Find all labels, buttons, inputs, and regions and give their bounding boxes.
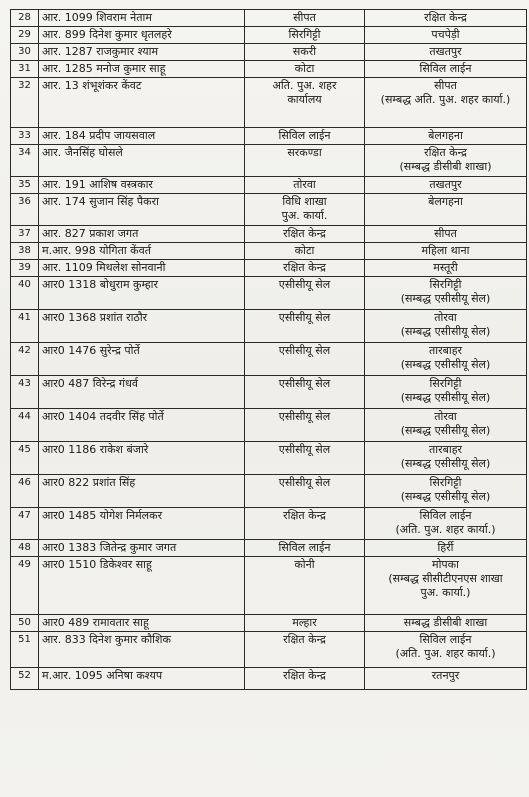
current-posting-line: रक्षित केन्द्र: [283, 669, 326, 682]
employee-name-cell: आर. 174 सुजान सिंह पैकरा: [39, 194, 245, 226]
new-posting-line: सिविल लाईन: [419, 633, 472, 646]
current-posting-cell: [245, 540, 365, 557]
current-posting-cell: [245, 260, 365, 277]
table-row: [11, 277, 527, 310]
employee-name-cell: आर. 827 प्रकाश जगत: [39, 226, 245, 243]
serial-number-cell: 35: [11, 177, 39, 194]
employee-name-cell: आर. 191 आशिष वस्त्रकार: [39, 177, 245, 194]
serial-number-cell: 33: [11, 128, 39, 145]
serial-number-cell: 47: [11, 508, 39, 540]
table-row: [11, 632, 527, 668]
current-posting-line: एसीसीयू सेल: [278, 311, 331, 324]
serial-number-cell: 50: [11, 615, 39, 632]
new-posting-cell: [365, 243, 527, 260]
new-posting-line: (अति. पुअ. शहर कार्या.): [395, 647, 496, 660]
new-posting-line: रक्षित केन्द्र: [424, 146, 467, 159]
new-posting-line: तारबाहर: [428, 443, 463, 456]
new-posting-cell: [365, 128, 527, 145]
employee-name-cell: आर. 13 शंभूशंकर केंवट: [39, 78, 245, 128]
table-row: [11, 78, 527, 128]
current-posting-line: एसीसीयू सेल: [278, 443, 331, 456]
new-posting-line: (सम्बद्ध अति. पुअ. शहर कार्या.): [380, 93, 511, 106]
new-posting-line: (सम्बद्ध एसीसीयू सेल): [400, 424, 491, 437]
new-posting-line: रतनपुर: [431, 669, 460, 682]
new-posting-line: पचपेड़ी: [431, 28, 460, 41]
current-posting-line: कार्यालय: [287, 93, 322, 106]
employee-name-cell: आर0 1476 सुरेन्द्र पोर्ते: [39, 343, 245, 376]
table-row: [11, 615, 527, 632]
new-posting-cell: [365, 632, 527, 668]
new-posting-line: (सम्बद्ध एसीसीयू सेल): [400, 358, 491, 371]
current-posting-line: मल्हार: [292, 616, 317, 629]
serial-number-cell: 51: [11, 632, 39, 668]
current-posting-cell: [245, 145, 365, 177]
employee-name-cell: म.आर. 1095 अनिषा कश्यप: [39, 668, 245, 690]
current-posting-cell: [245, 632, 365, 668]
new-posting-line: सिरगिट्टी: [429, 278, 462, 291]
employee-name-cell: आर0 1368 प्रशांत राठौर: [39, 310, 245, 343]
employee-name-cell: आर0 1404 तदवीर सिंह पोर्ते: [39, 409, 245, 442]
new-posting-line: रक्षित केन्द्र: [424, 11, 467, 24]
new-posting-cell: [365, 615, 527, 632]
current-posting-line: तोरवा: [293, 178, 316, 191]
serial-number-cell: 41: [11, 310, 39, 343]
new-posting-line: तोरवा: [434, 311, 457, 324]
employee-name-cell: आर0 487 विरेन्द्र गंधर्व: [39, 376, 245, 409]
current-posting-line: एसीसीयू सेल: [278, 344, 331, 357]
current-posting-cell: [245, 409, 365, 442]
current-posting-line: सकरी: [292, 45, 317, 58]
serial-number-cell: 40: [11, 277, 39, 310]
serial-number-cell: 31: [11, 61, 39, 78]
table-row: [11, 310, 527, 343]
serial-number-cell: 34: [11, 145, 39, 177]
current-posting-cell: [245, 310, 365, 343]
current-posting-cell: [245, 442, 365, 475]
table-row: [11, 128, 527, 145]
current-posting-line: रक्षित केन्द्र: [283, 633, 326, 646]
new-posting-line: सिविल लाईन: [419, 509, 472, 522]
employee-name-cell: आर. 1285 मनोज कुमार साहू: [39, 61, 245, 78]
current-posting-cell: [245, 508, 365, 540]
current-posting-line: कोनी: [294, 558, 315, 571]
new-posting-line: महिला थाना: [421, 244, 470, 257]
table-row: [11, 442, 527, 475]
table-row: [11, 243, 527, 260]
serial-number-cell: 46: [11, 475, 39, 508]
new-posting-cell: [365, 310, 527, 343]
current-posting-line: सिरगिट्टी: [288, 28, 321, 41]
new-posting-cell: [365, 177, 527, 194]
table-row: [11, 409, 527, 442]
serial-number-cell: 37: [11, 226, 39, 243]
employee-name-cell: आर0 489 रामावतार साहू: [39, 615, 245, 632]
current-posting-cell: [245, 376, 365, 409]
current-posting-line: कोटा: [294, 244, 315, 257]
new-posting-line: तारबाहर: [428, 344, 463, 357]
current-posting-cell: [245, 226, 365, 243]
current-posting-line: एसीसीयू सेल: [278, 476, 331, 489]
table-row: [11, 61, 527, 78]
new-posting-line: (सम्बद्ध एसीसीयू सेल): [400, 391, 491, 404]
new-posting-cell: [365, 540, 527, 557]
new-posting-cell: [365, 475, 527, 508]
new-posting-line: मस्तूरी: [433, 261, 458, 274]
serial-number-cell: 29: [11, 27, 39, 44]
employee-name-cell: आर0 1383 जितेन्द्र कुमार जगत: [39, 540, 245, 557]
new-posting-line: सिरगिट्टी: [429, 377, 462, 390]
new-posting-line: (अति. पुअ. शहर कार्या.): [395, 523, 496, 536]
employee-name-cell: आर. 833 दिनेश कुमार कौशिक: [39, 632, 245, 668]
new-posting-line: (सम्बद्ध एसीसीयू सेल): [400, 490, 491, 503]
new-posting-cell: [365, 277, 527, 310]
table-row: [11, 10, 527, 27]
current-posting-cell: [245, 78, 365, 128]
table-row: [11, 226, 527, 243]
current-posting-cell: [245, 615, 365, 632]
new-posting-line: (सम्बद्ध एसीसीयू सेल): [400, 325, 491, 338]
new-posting-cell: [365, 10, 527, 27]
table-row: [11, 508, 527, 540]
current-posting-line: विधि शाखा: [282, 195, 327, 208]
employee-name-cell: आर. 899 दिनेश कुमार धृतलहरे: [39, 27, 245, 44]
current-posting-line: रक्षित केन्द्र: [283, 261, 326, 274]
employee-name-cell: आर0 1510 डिकेश्वर साहू: [39, 557, 245, 615]
new-posting-line: पुअ. कार्या.): [420, 586, 471, 599]
new-posting-cell: [365, 343, 527, 376]
table-row: [11, 194, 527, 226]
table-row: [11, 668, 527, 690]
employee-name-cell: म.आर. 998 योगिता केंवर्त: [39, 243, 245, 260]
table-row: [11, 557, 527, 615]
new-posting-line: तखतपुर: [429, 178, 462, 191]
serial-number-cell: 44: [11, 409, 39, 442]
serial-number-cell: 38: [11, 243, 39, 260]
serial-number-cell: 36: [11, 194, 39, 226]
current-posting-cell: [245, 194, 365, 226]
new-posting-cell: [365, 194, 527, 226]
new-posting-line: सम्बद्ध डीसीबी शाखा: [403, 616, 488, 629]
current-posting-cell: [245, 277, 365, 310]
new-posting-line: सीपत: [434, 227, 457, 240]
current-posting-line: सिविल लाईन: [278, 541, 331, 554]
table-row: [11, 145, 527, 177]
current-posting-line: रक्षित केन्द्र: [283, 227, 326, 240]
new-posting-cell: [365, 226, 527, 243]
table-row: [11, 343, 527, 376]
new-posting-line: (सम्बद्ध सीसीटीएनएस शाखा: [388, 572, 503, 585]
serial-number-cell: 28: [11, 10, 39, 27]
current-posting-cell: [245, 343, 365, 376]
table-row: [11, 27, 527, 44]
current-posting-cell: [245, 557, 365, 615]
current-posting-line: रक्षित केन्द्र: [283, 509, 326, 522]
serial-number-cell: 42: [11, 343, 39, 376]
new-posting-cell: [365, 61, 527, 78]
new-posting-line: तखतपुर: [429, 45, 462, 58]
current-posting-cell: [245, 10, 365, 27]
table-row: [11, 540, 527, 557]
serial-number-cell: 43: [11, 376, 39, 409]
employee-name-cell: आर. जैनसिंह घोसले: [39, 145, 245, 177]
table-row: [11, 260, 527, 277]
serial-number-cell: 32: [11, 78, 39, 128]
new-posting-cell: [365, 145, 527, 177]
current-posting-cell: [245, 44, 365, 61]
serial-number-cell: 30: [11, 44, 39, 61]
new-posting-line: मोपका: [432, 558, 459, 571]
current-posting-line: एसीसीयू सेल: [278, 377, 331, 390]
current-posting-line: कोटा: [294, 62, 315, 75]
current-posting-cell: [245, 668, 365, 690]
current-posting-line: एसीसीयू सेल: [278, 278, 331, 291]
serial-number-cell: 39: [11, 260, 39, 277]
new-posting-line: सिरगिट्टी: [429, 476, 462, 489]
employee-name-cell: आर. 1099 शिवराम नेताम: [39, 10, 245, 27]
new-posting-line: (सम्बद्ध एसीसीयू सेल): [400, 292, 491, 305]
new-posting-line: सिविल लाईन: [419, 62, 472, 75]
current-posting-line: सिविल लाईन: [278, 129, 331, 142]
serial-number-cell: 52: [11, 668, 39, 690]
current-posting-line: पुअ. कार्या.: [281, 209, 328, 222]
current-posting-line: सीपत: [293, 11, 316, 24]
new-posting-line: हिर्री: [437, 541, 454, 554]
table-row: [11, 475, 527, 508]
new-posting-cell: [365, 27, 527, 44]
new-posting-line: बेलगहना: [428, 129, 463, 142]
current-posting-cell: [245, 177, 365, 194]
employee-name-cell: आर0 1485 योगेश निर्मलकर: [39, 508, 245, 540]
current-posting-cell: [245, 61, 365, 78]
employee-name-cell: आर. 1287 राजकुमार श्याम: [39, 44, 245, 61]
new-posting-cell: [365, 44, 527, 61]
employee-name-cell: आर0 1186 राकेश बंजारे: [39, 442, 245, 475]
current-posting-cell: [245, 475, 365, 508]
new-posting-line: (सम्बद्ध एसीसीयू सेल): [400, 457, 491, 470]
new-posting-cell: [365, 557, 527, 615]
serial-number-cell: 49: [11, 557, 39, 615]
new-posting-line: बेलगहना: [428, 195, 463, 208]
transfer-table: [10, 9, 527, 690]
new-posting-cell: [365, 668, 527, 690]
new-posting-cell: [365, 409, 527, 442]
new-posting-line: सीपत: [434, 79, 457, 92]
employee-name-cell: आर0 1318 बोधुराम कुम्हार: [39, 277, 245, 310]
serial-number-cell: 48: [11, 540, 39, 557]
employee-name-cell: आर. 184 प्रदीप जायसवाल: [39, 128, 245, 145]
new-posting-cell: [365, 442, 527, 475]
employee-name-cell: आर0 822 प्रशांत सिंह: [39, 475, 245, 508]
current-posting-line: एसीसीयू सेल: [278, 410, 331, 423]
new-posting-cell: [365, 260, 527, 277]
table-row: [11, 376, 527, 409]
table-row: [11, 177, 527, 194]
serial-number-cell: 45: [11, 442, 39, 475]
current-posting-line: अति. पुअ. शहर: [272, 79, 337, 92]
current-posting-cell: [245, 128, 365, 145]
new-posting-cell: [365, 376, 527, 409]
new-posting-cell: [365, 508, 527, 540]
new-posting-line: (सम्बद्ध डीसीबी शाखा): [399, 160, 492, 173]
current-posting-cell: [245, 243, 365, 260]
employee-name-cell: आर. 1109 मिथलेश सोनवानी: [39, 260, 245, 277]
transfer-table-body: [11, 10, 527, 690]
current-posting-line: सरकण्डा: [287, 146, 322, 159]
table-row: [11, 44, 527, 61]
new-posting-line: तोरवा: [434, 410, 457, 423]
new-posting-cell: [365, 78, 527, 128]
current-posting-cell: [245, 27, 365, 44]
